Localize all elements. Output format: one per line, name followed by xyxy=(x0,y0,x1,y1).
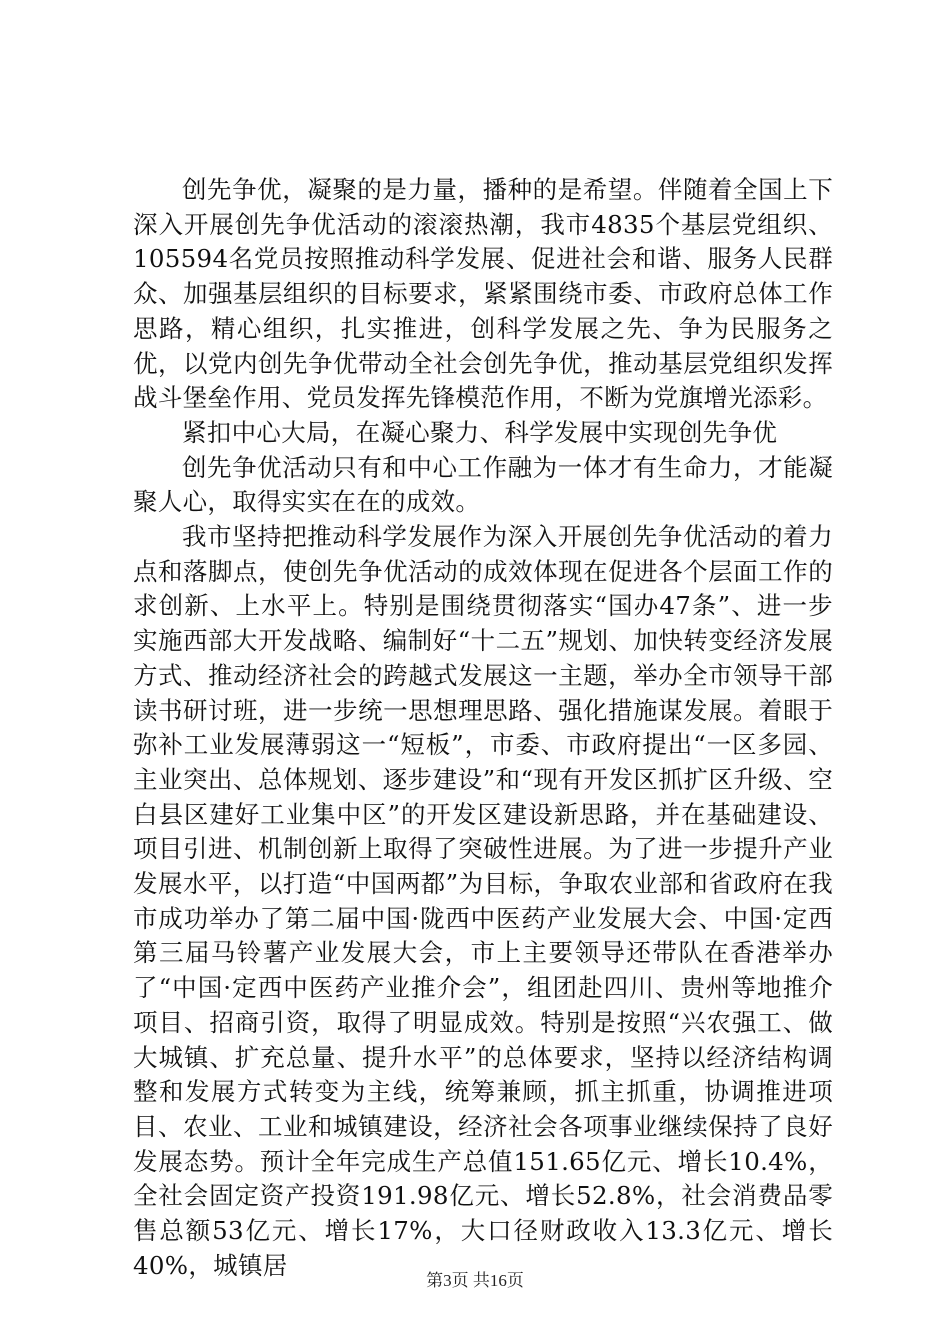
page-footer: 第3页 共16页 xyxy=(426,1271,524,1290)
section-heading: 紧扣中心大局，在凝心聚力、科学发展中实现创先争优 xyxy=(182,417,778,447)
paragraph-summary: 创先争优活动只有和中心工作融为一体才有生命力，才能凝聚人心，取得实实在在的成效。 xyxy=(133,452,833,517)
paragraph-intro: 创先争优，凝聚的是力量，播种的是希望。伴随着全国上下深入开展创先争优活动的滚滚热潮，我市4835个基层党组织、105594名党员按照推动科学发展、促进社会和谐、服务人民群众、加强基层组织的目标要求，紧紧围绕市委、市政府总体工作思路，精心组织，扎实推进，创科学发展之先、争为民服务之优，以党内创先争优带动全社会创先争优，推动基层党组织发挥战斗堡垒作用、党员发挥先锋模范作用，不断为党旗增光添彩。 xyxy=(133,175,833,413)
document-body xyxy=(133,173,833,1284)
paragraph-main: 我市坚持把推动科学发展作为深入开展创先争优活动的着力点和落脚点，使创先争优活动的成效体现在促进各个层面工作的求创新、上水平上。特别是围绕贯彻落实“国办47条”、进一步实施西部大开发战略、编制好“十二五”规划、加快转变经济发展方式、推动经济社会的跨越式发展这一主题，举办全市领导干部读书研讨班，进一步统一思想理思路、强化措施谋发展。着眼于弥补工业发展薄弱这一“短板”，市委、市政府提出“一区多园、主业突出、总体规划、逐步建设”和“现有开发区抓扩区升级、空白县区建好工业集中区”的开发区建设新思路，并在基础建设、项目引进、机制创新上取得了突破性进展。为了进一步提升产业发展水平，以打造“中国两都”为目标，争取农业部和省政府在我市成功举办了第二届中国·陇西中医药产业发展大会、中国·定西第三届马铃薯产业发展大会，市上主要领导还带队在香港举办了“中国·定西中医药产业推介会”，组团赴四川、贵州等地推介项目、招商引资，取得了明显成效。特别是按照“兴农强工、做大城镇、扩充总量、提升水平”的总体要求，坚持以经济结构调整和发展方式转变为主线，统筹兼顾，抓主抓重，协调推进项目、农业、工业和城镇建设，经济社会各项事业继续保持了良好发展态势。预计全年完成生产总值151.65亿元、增长10.4%，全社会固定资产投资191.98亿元、增长52.8%，社会消费品零售总额53亿元、增长17%，大口径财政收入13.3亿元、增长40%，城镇居 xyxy=(133,522,834,1280)
